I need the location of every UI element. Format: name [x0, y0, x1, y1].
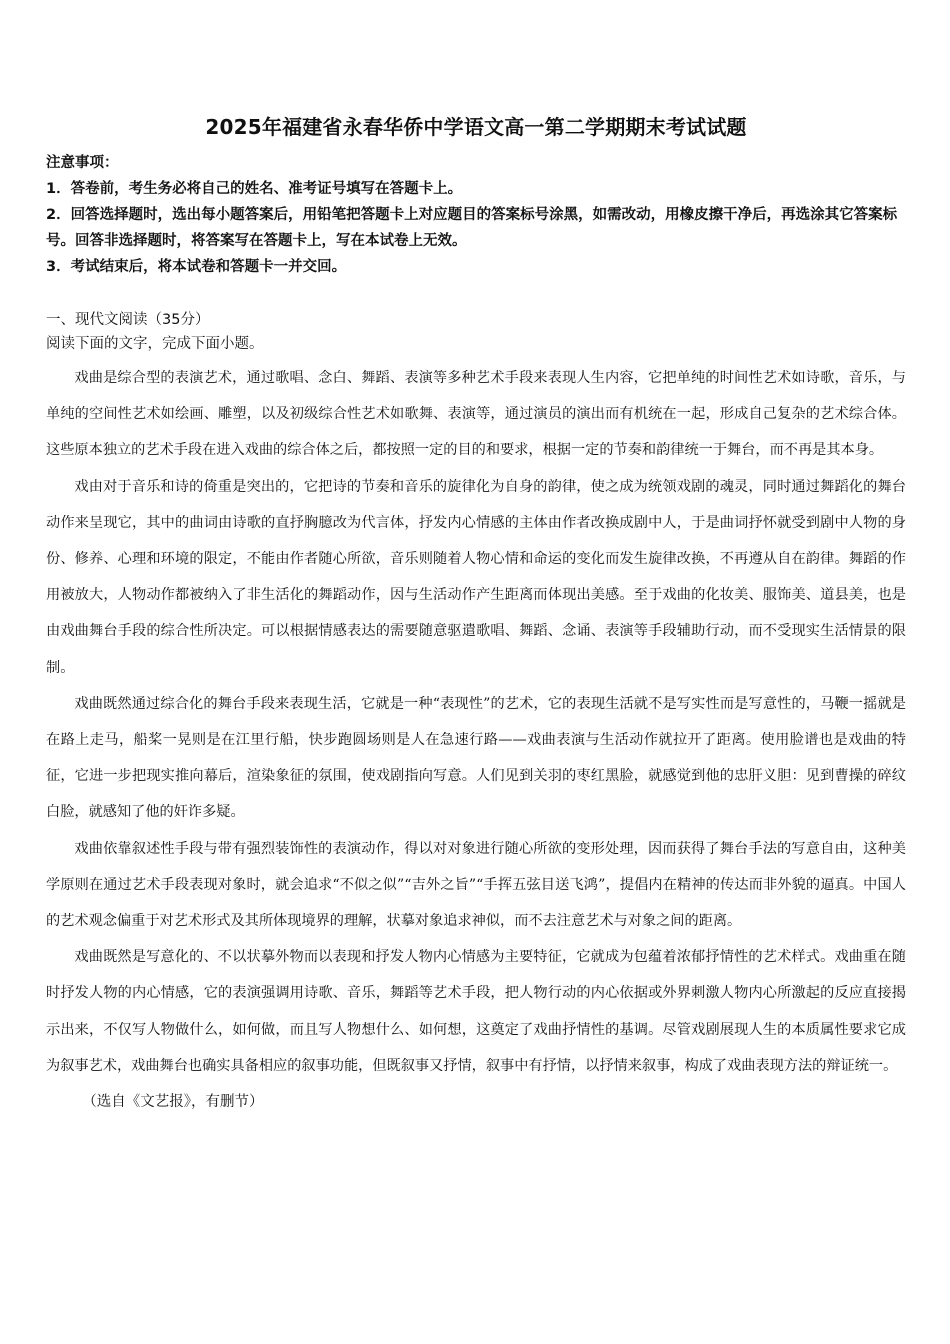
- exam-title: 2025年福建省永春华侨中学语文高一第二学期期末考试试题: [205, 115, 747, 139]
- passage-source: （选自《文艺报》，有删节）: [82, 1094, 264, 1111]
- notice-item-1: 1．答卷前，考生务必将自己的姓名、准考证号填写在答题卡上。: [46, 181, 463, 197]
- section-title: 一、现代文阅读（35分）: [46, 312, 210, 328]
- notice-item-3: 3．考试结束后，将本试卷和答题卡一并交回。: [46, 259, 347, 275]
- passage-paragraph-4: 戏曲依靠叙述性手段与带有强烈装饰性的表演动作，得以对对象进行随心所欲的变形处理，因而获得了舞台手法的写意自由，这种美学原则在通过艺术手段表现对象时，就会追求“不似之似”“吉外之旨”“手挥五弦目送飞鸿”，提倡内在精神的传达而非外貌的逼真。中国人的艺术观念偏重于对艺术形式及其所体现境界的理解，状摹对象追求神似，而不去注意艺术与对象之间的距离。: [46, 840, 906, 930]
- passage-paragraph-3: 戏曲既然通过综合化的舞台手段来表现生活，它就是一种“表现性”的艺术，它的表现生活就不是写实性而是写意性的，马鞭一摇就是在路上走马，船桨一晃则是在江里行船，快步跑圆场则是人在急速行路——戏曲表演与生活动作就拉开了距离。使用脸谱也是戏曲的特征，它进一步把现实推向幕后，渲染象征的氛围，使戏剧指向写意。人们见到关羽的枣红黑脸，就感觉到他的忠肝义胆：见到曹操的碎纹白脸，就感知了他的奸诈多疑。: [46, 695, 906, 821]
- exam-page: [46, 112, 906, 1120]
- passage-paragraph-1: 戏曲是综合型的表演艺术，通过歌唱、念白、舞蹈、表演等多种艺术手段来表现人生内容，它把单纯的时间性艺术如诗歌，音乐，与单纯的空间性艺术如绘画、雕塑，以及初级综合性艺术如歌舞、表演等，通过演员的演出而有机统在一起，形成自己复杂的艺术综合体。这些原本独立的艺术手段在进入戏曲的综合体之后，都按照一定的目的和要求，根据一定的节奏和韵律统一于舞台，而不再是其本身。: [46, 370, 906, 459]
- passage-paragraph-5: 戏曲既然是写意化的、不以状摹外物而以表现和抒发人物内心情感为主要特征，它就成为包蕴着浓郁抒情性的艺术样式。戏曲重在随时抒发人物的内心情感，它的表演强调用诗歌、音乐，舞蹈等艺术手段，把人物行动的内心依据或外界刺激人物内心所激起的反应直接揭示出来，不仅写人物做什么，如何做，而且写人物想什么、如何想，这奠定了戏曲抒情性的基调。尽管戏剧展现人生的本质属性要求它成为叙事艺术，戏曲舞台也确实具备相应的叙事功能，但既叙事又抒情，叙事中有抒情，以抒情来叙事，构成了戏曲表现方法的辩证统一。: [46, 949, 906, 1074]
- notice-block: [46, 150, 906, 280]
- notice-item-2: 2．回答选择题时，选出每小题答案后，用铅笔把答题卡上对应题目的答案标号涂黑，如需改动，用橡皮擦干净后，再选涂其它答案标号。回答非选择题时，将答案写在答题卡上，写在本试卷上无效。: [46, 207, 898, 249]
- section-instruction: 阅读下面的文字，完成下面小题。: [46, 336, 264, 352]
- reading-section: [46, 308, 906, 1120]
- passage-paragraph-2: 戏由对于音乐和诗的倚重是突出的，它把诗的节奏和音乐的旋律化为自身的韵律，使之成为统领戏剧的魂灵，同时通过舞蹈化的舞台动作来呈现它，其中的曲词由诗歌的直抒胸臆改为代言体，抒发内心情感的主体由作者改换成剧中人，于是曲词抒怀就受到剧中人物的身份、修养、心理和环境的限定，不能由作者随心所欲，音乐则随着人物心情和命运的变化而发生旋律改换，不再遵从自在韵律。舞蹈的作用被放大，人物动作都被纳入了非生活化的舞蹈动作，因与生活动作产生距离而体现出美感。至于戏曲的化妆美、服饰美、道县美，也是由戏曲舞台手段的综合性所决定。可以根据情感表达的需要随意驱遣歌唱、舞蹈、念诵、表演等手段辅助行动，而不受现实生活情景的限制。: [46, 478, 906, 676]
- notice-heading: 注意事项：: [46, 155, 119, 171]
